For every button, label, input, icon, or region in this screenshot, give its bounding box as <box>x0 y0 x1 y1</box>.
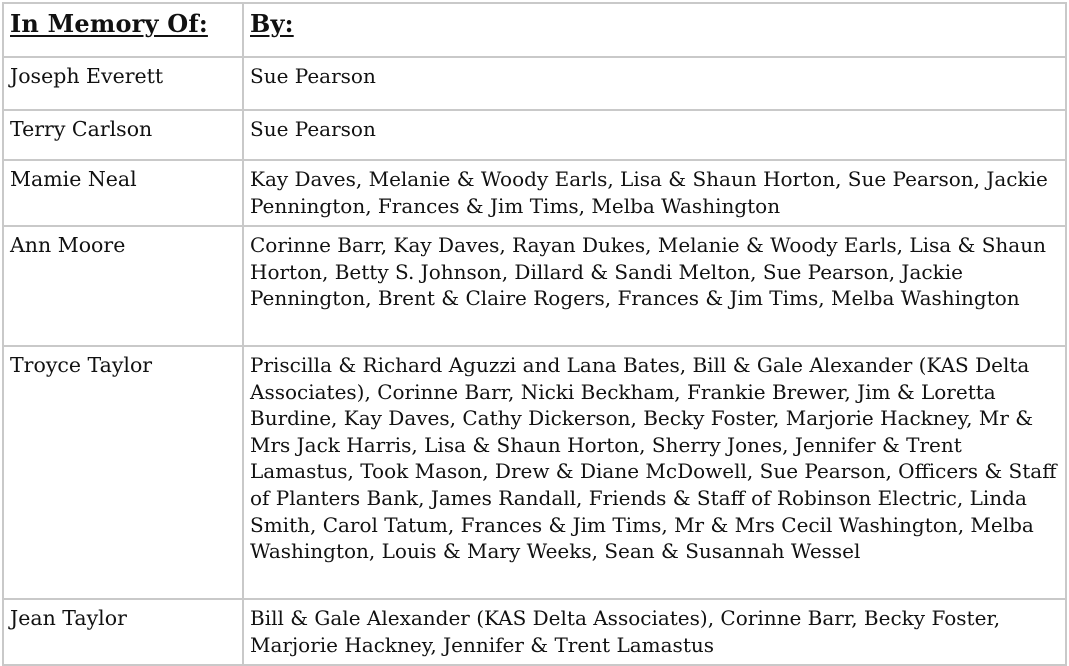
donor-list: Kay Daves, Melanie & Woody Earls, Lisa & Shaun Horton, Sue Pearson, Jackie Pennington, Frances & Jim Tims, Melba Washington <box>243 160 1066 226</box>
donor-list: Sue Pearson <box>243 110 1066 160</box>
table-row <box>3 110 1066 160</box>
honoree-name: Terry Carlson <box>3 110 243 160</box>
honoree-name: Jean Taylor <box>3 599 243 665</box>
donor-list: Corinne Barr, Kay Daves, Rayan Dukes, Melanie & Woody Earls, Lisa & Shaun Horton, Betty S. Johnson, Dillard & Sandi Melton, Sue Pearson, Jackie Pennington, Brent & Claire Rogers, Frances & Jim Tims, Melba Washington <box>243 226 1066 346</box>
table-row <box>3 160 1066 226</box>
honoree-name: Joseph Everett <box>3 57 243 110</box>
table-row <box>3 599 1066 665</box>
donor-list: Priscilla & Richard Aguzzi and Lana Bates, Bill & Gale Alexander (KAS Delta Associates), Corinne Barr, Nicki Beckham, Frankie Brewer, Jim & Loretta Burdine, Kay Daves, Cathy Dickerson, Becky Foster, Marjorie Hackney, Mr & Mrs Jack Harris, Lisa & Shaun Horton, Sherry Jones, Jennifer & Trent Lamastus, Took Mason, Drew & Diane McDowell, Sue Pearson, Officers & Staff of Planters Bank, James Randall, Friends & Staff of Robinson Electric, Linda Smith, Carol Tatum, Frances & Jim Tims, Mr & Mrs Cecil Washington, Melba Washington, Louis & Mary Weeks, Sean & Susannah Wessel <box>243 346 1066 599</box>
memorial-table <box>2 2 1067 666</box>
donor-list: Bill & Gale Alexander (KAS Delta Associates), Corinne Barr, Becky Foster, Marjorie Hackney, Jennifer & Trent Lamastus <box>243 599 1066 665</box>
honoree-name: Troyce Taylor <box>3 346 243 599</box>
in-memory-of-header: In Memory Of: <box>3 3 243 57</box>
donor-list: Sue Pearson <box>243 57 1066 110</box>
by-header: By: <box>243 3 1066 57</box>
honoree-name: Ann Moore <box>3 226 243 346</box>
header-row <box>3 3 1066 57</box>
table-row <box>3 226 1066 346</box>
table-row <box>3 346 1066 599</box>
honoree-name: Mamie Neal <box>3 160 243 226</box>
table-row <box>3 57 1066 110</box>
